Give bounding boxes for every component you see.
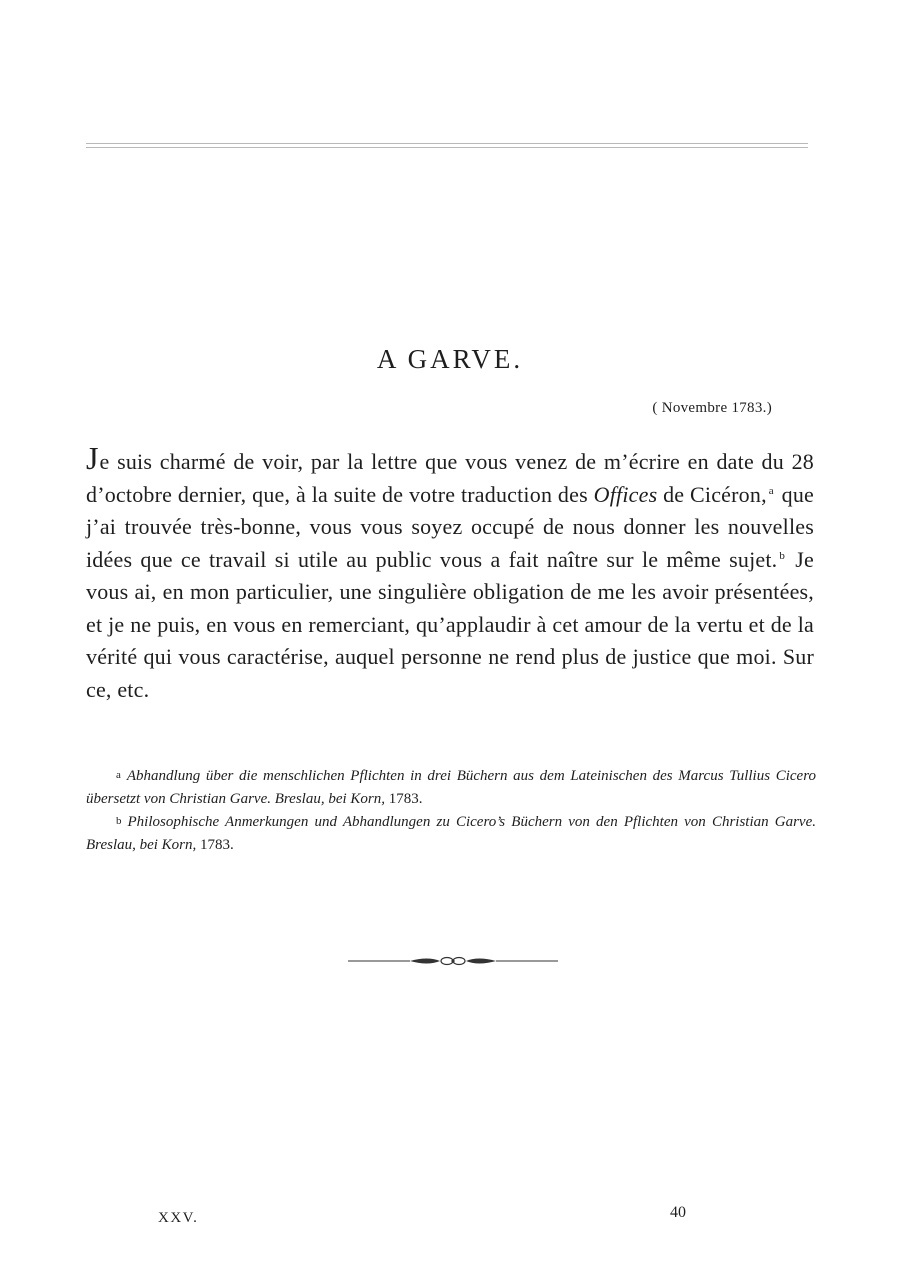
body-text-part-1: e suis charmé de voir, par la lettre que vous venez de m’écrire en date du 28 d’octobre dernier, que, à la suite de votre traduction des <box>86 449 814 507</box>
body-text-part-3: que j’ai trouvée très-bonne, vous vous soyez occupé de nous donner les nouvelles idées que ce travail si utile au public vous a fait naître sur le même sujet. <box>86 481 814 572</box>
signature-mark: XXV. <box>158 1210 199 1226</box>
footnote-a <box>86 764 816 810</box>
page-number: 40 <box>670 1204 686 1221</box>
ornament-divider-icon <box>348 952 558 970</box>
footnote-year: 1783. <box>385 790 423 807</box>
body-text-part-2: de Cicéron, <box>657 481 767 507</box>
footnote-text: Philosophische Anmerkungen und Abhandlungen zu Cicero’s Büchern von den Pflichten von Christian Garve. Breslau, bei Korn, <box>86 814 816 853</box>
footnote-text: Abhandlung über die menschlichen Pflichten in drei Büchern aus dem Lateinischen des Marcus Tullius Cicero übersetzt von Christian Garve. Breslau, bei Korn, <box>86 768 816 807</box>
footnote-letter: a <box>116 769 121 781</box>
footnotes <box>86 764 816 856</box>
letter-body <box>86 442 814 706</box>
top-double-rule <box>86 143 808 148</box>
drop-cap: J <box>86 440 100 476</box>
footnote-letter: b <box>116 815 122 827</box>
footnote-ref-a[interactable]: a <box>768 484 774 497</box>
letter-date: ( Novembre 1783.) <box>652 400 772 416</box>
footnote-b <box>86 810 816 856</box>
offices-title: Offices <box>593 481 658 507</box>
body-text-part-4: Je vous ai, en mon particulier, une singulière obligation de me les avoir présentées, et je ne puis, en vous en remerciant, qu’applaudir à cet amour de la vertu et de la vérité qui vous caractérise, auquel personne ne rend plus de justice que moi. Sur ce, etc. <box>86 546 814 702</box>
letter-title: A GARVE. <box>376 344 524 374</box>
footnote-year: 1783. <box>196 836 234 853</box>
footnote-ref-b[interactable]: b <box>779 549 786 562</box>
